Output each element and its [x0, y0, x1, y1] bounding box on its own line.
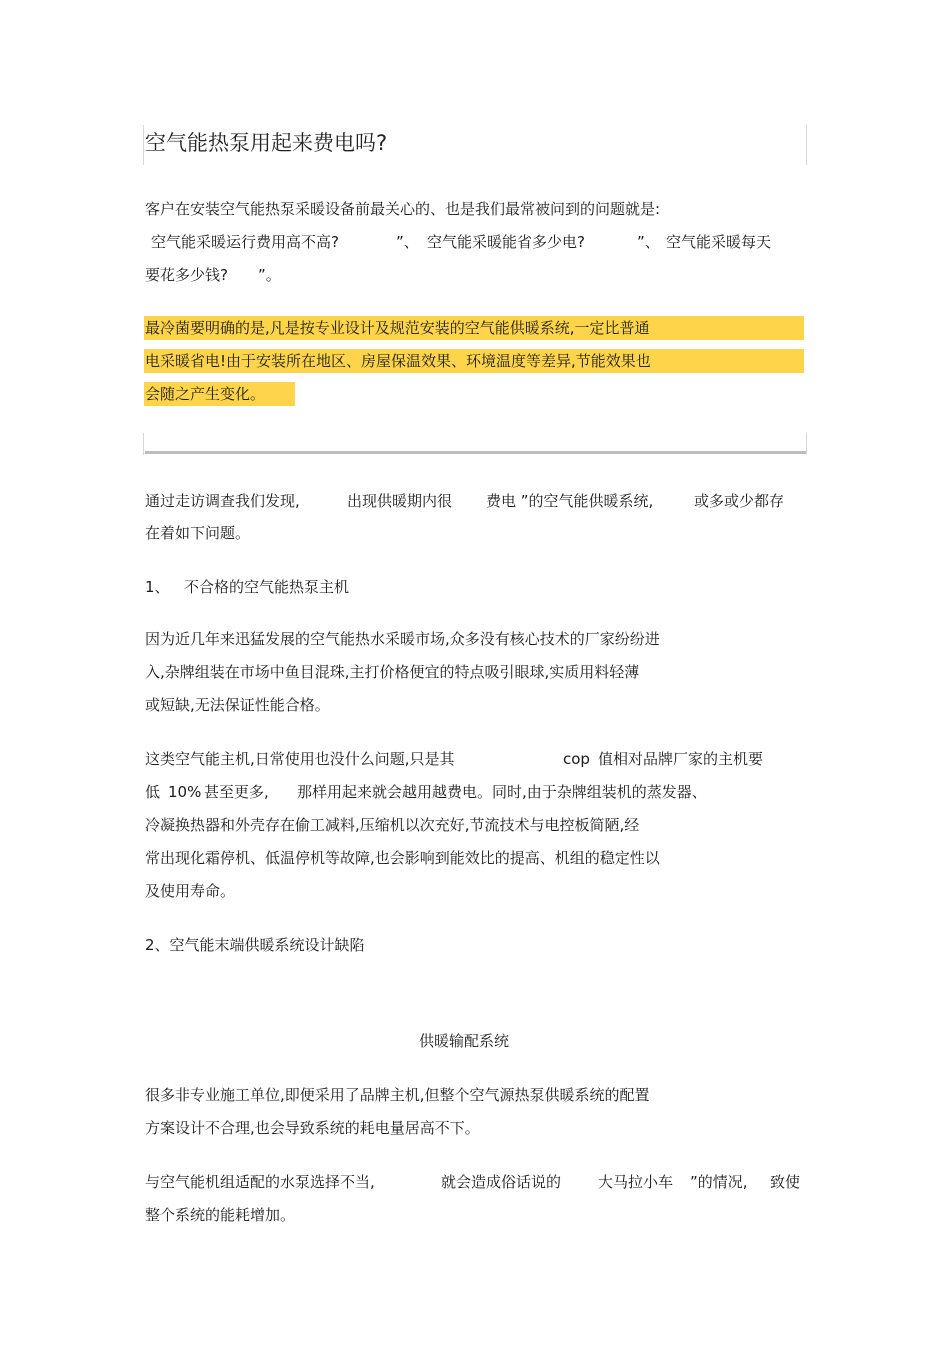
section2-p2-line1d: ”的情况,	[690, 1173, 748, 1191]
intro-line-2a: 空气能采暖运行费用高不高?	[151, 233, 339, 251]
section1-heading: 不合格的空气能热泵主机	[184, 578, 350, 596]
intro-line-2e: 空气能采暖每天	[666, 233, 772, 251]
section2-p1-line1: 很多非专业施工单位,即便采用了品牌主机,但整个空气源热泵供暖系统的配置	[145, 1086, 650, 1104]
survey-line-1a: 通过走访调查我们发现,	[145, 492, 300, 510]
survey-line-1b: 出现供暖期内很	[347, 492, 453, 510]
divider-left-rule	[143, 433, 144, 455]
highlight-line-1: 最冷菌要明确的是,凡是按专业设计及规范安装的空气能供暖系统,一定比普通	[145, 319, 650, 337]
section1-p2-line2b: 10%	[168, 783, 202, 801]
section1-p2-line3: 冷凝换热器和外壳存在偷工减料,压缩机以次充好,节流技术与电控板简陋,经	[145, 816, 640, 834]
section2-heading: 2、空气能末端供暖系统设计缺陷	[145, 936, 365, 954]
section2-p2-line1e: 致使	[770, 1173, 801, 1191]
intro-line-2b: ”、	[396, 233, 419, 251]
highlight-line-3: 会随之产生变化。	[145, 385, 266, 403]
intro-line-1: 客户在安装空气能热泵采暖设备前最关心的、也是我们最常被问到的问题就是:	[145, 200, 661, 218]
survey-line-1c: 费电 ”的空气能供暖系统,	[486, 492, 654, 510]
section1-p2-line1b: cop	[563, 750, 590, 768]
section1-p2-line5: 及使用寿命。	[145, 882, 236, 900]
section1-p2-line1c: 值相对品牌厂家的主机要	[598, 750, 764, 768]
section1-number: 1、	[145, 578, 170, 596]
section1-p2-line2c: 甚至更多,	[204, 783, 269, 801]
intro-line-3a: 要花多少钱?	[145, 266, 228, 284]
title-left-rule	[143, 125, 144, 165]
section2-p2-line1c: 大马拉小车	[598, 1173, 674, 1191]
section2-p2-line1b: 就会造成俗话说的	[441, 1173, 562, 1191]
intro-line-2d: ”、	[637, 233, 660, 251]
section2-p1-line2: 方案设计不合理,也会导致系统的耗电量居高不下。	[145, 1119, 480, 1137]
survey-line-2: 在着如下问题。	[145, 524, 251, 542]
section1-p1-line1: 因为近几年来迅猛发展的空气能热水采暖市场,众多没有核心技术的厂家纷纷进	[145, 630, 660, 648]
divider-right-rule	[806, 433, 807, 455]
title-right-rule	[806, 125, 807, 165]
section2-p2-line1a: 与空气能机组适配的水泵选择不当,	[145, 1173, 375, 1191]
section1-p1-line3: 或短缺,无法保证性能合格。	[145, 696, 330, 714]
survey-line-1d: 或多或少都存	[694, 492, 785, 510]
figure-caption: 供暖输配系统	[419, 1032, 510, 1050]
section1-p2-line2a: 低	[145, 783, 161, 801]
section1-p2-line1a: 这类空气能主机,日常使用也没什么问题,只是其	[145, 750, 455, 768]
section2-p2-line2: 整个系统的能耗增加。	[145, 1206, 296, 1224]
section1-p2-line2d: 那样用起来就会越用越费电。同时,由于杂牌组装机的蒸发器、	[297, 783, 707, 801]
section1-p2-line4: 常出现化霜停机、低温停机等故障,也会影响到能效比的提高、机组的稳定性以	[145, 849, 660, 867]
section-divider	[145, 451, 806, 454]
page-title: 空气能热泵用起来费电吗?	[145, 131, 388, 155]
section1-p1-line2: 入,杂牌组装在市场中鱼目混珠,主打价格便宜的特点吸引眼球,实质用料轻薄	[145, 663, 640, 681]
highlight-line-2: 电采暖省电!由于安装所在地区、房屋保温效果、环境温度等差异,节能效果也	[145, 352, 651, 370]
intro-line-3b: ”。	[258, 266, 281, 284]
intro-line-2c: 空气能采暖能省多少电?	[427, 233, 585, 251]
